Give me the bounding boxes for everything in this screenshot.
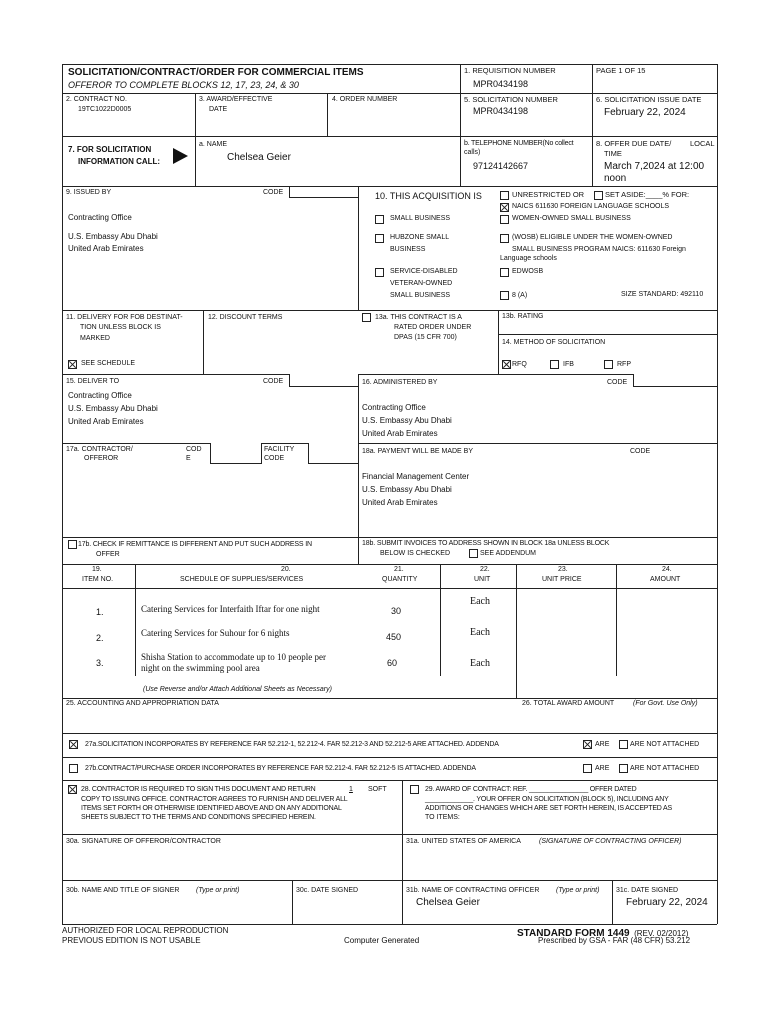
sdvosb-label: SERVICE-DISABLED — [390, 268, 458, 275]
item-description-2: night on the swimming pool area — [141, 663, 260, 673]
col-qty-num: 21. — [394, 566, 404, 573]
administered-by-label: 16. ADMINISTERED BY — [362, 379, 438, 386]
offer-due-local-label: LOCAL — [690, 139, 715, 148]
form-title: SOLICITATION/CONTRACT/ORDER FOR COMMERCIAL ITEMS — [68, 67, 364, 78]
offer-due-date: March 7,2024 at 12:00 — [604, 161, 705, 172]
issued-by-code-field[interactable] — [289, 187, 358, 198]
form-number-rev: (REV. 02/2012) — [634, 929, 689, 938]
deliver-to-code-label: CODE — [263, 378, 284, 385]
hubzone-checkbox[interactable] — [375, 234, 384, 243]
col-price-num: 23. — [558, 566, 568, 573]
remittance-label-2: OFFER — [96, 551, 120, 558]
divider — [62, 537, 717, 538]
signature-offeror-label: 30a. SIGNATURE OF OFFEROR/CONTRACTOR — [66, 838, 221, 845]
deliver-to-code-field[interactable] — [289, 374, 358, 387]
28-label-soft: SOFT — [368, 786, 387, 793]
invoices-label: 18b. SUBMIT INVOICES TO ADDRESS SHOWN IN BLOCK 18a UNLESS BLOCK — [362, 540, 610, 547]
solicitation-number: MPR0434198 — [473, 106, 529, 116]
item-quantity: 450 — [386, 632, 402, 642]
rfp-label: RFP — [617, 361, 631, 368]
small-business-label: SMALL BUSINESS — [390, 215, 451, 222]
contractor-label: 17a. CONTRACTOR/ — [66, 446, 133, 453]
total-award-note: (For Govt. Use Only) — [633, 700, 698, 707]
rfq-label: RFQ — [512, 361, 527, 368]
officer-date: February 22, 2024 — [626, 897, 708, 908]
deliver-to-line-3: United Arab Emirates — [68, 417, 144, 426]
27b-checkbox[interactable] — [69, 764, 78, 773]
col-schedule-num: 20. — [281, 566, 291, 573]
remittance-checkbox[interactable] — [68, 540, 77, 549]
divider — [460, 64, 461, 186]
item-unit: Each — [470, 627, 490, 638]
col-amount-num: 24. — [662, 566, 672, 573]
eight-a-checkbox[interactable] — [500, 291, 509, 300]
divider — [195, 93, 196, 136]
delivery-fob-label-2: TION UNLESS BLOCK IS — [80, 324, 161, 331]
eight-a-label: 8 (A) — [512, 292, 528, 299]
facility-code-label: FACILITY — [264, 446, 295, 453]
divider — [62, 780, 717, 781]
contractor-label-2: OFFEROR — [84, 455, 119, 462]
divider — [62, 757, 717, 758]
rfq-checkbox-checked[interactable] — [502, 360, 511, 369]
issued-by-label: 9. ISSUED BY — [66, 189, 112, 196]
28-label: 28. CONTRACTOR IS REQUIRED TO SIGN THIS DOCUMENT AND RETURN — [81, 786, 316, 793]
divider — [62, 93, 717, 94]
footer-reproduction: AUTHORIZED FOR LOCAL REPRODUCTION — [62, 926, 229, 935]
wosb-eligible-label-2: SMALL BUSINESS PROGRAM NAICS: 611630 Foreign — [512, 246, 686, 253]
divider — [62, 564, 717, 565]
ifb-checkbox[interactable] — [550, 360, 559, 369]
divider — [195, 136, 196, 186]
form-border-right — [717, 64, 718, 924]
27b-are-label: ARE — [595, 765, 610, 772]
discount-terms-label: 12. DISCOUNT TERMS — [208, 314, 283, 321]
award-date-label-2: DATE — [209, 106, 228, 113]
divider — [62, 733, 717, 734]
remittance-label: 17b. CHECK IF REMITTANCE IS DIFFERENT AND PUT SUCH ADDRESS IN — [78, 541, 312, 548]
item-number: 2. — [96, 633, 104, 643]
table-footnote: (Use Reverse and/or Attach Additional Sheets as Necessary) — [143, 686, 332, 693]
arrow-right-icon — [173, 148, 188, 164]
wosb-eligible-label: (WOSB) ELIGIBLE UNDER THE WOMEN-OWNED — [512, 234, 673, 241]
item-number: 3. — [96, 658, 104, 668]
divider — [516, 564, 517, 698]
divider — [592, 64, 593, 186]
contact-name-label: a. NAME — [199, 141, 228, 148]
deliver-to-line-2: U.S. Embassy Abu Dhabi — [68, 404, 158, 413]
telephone-label-2: calls) — [464, 149, 481, 156]
administered-by-line-3: United Arab Emirates — [362, 429, 438, 438]
27b-are-not-checkbox[interactable] — [619, 764, 628, 773]
info-call-label-2: INFORMATION CALL: — [78, 157, 161, 166]
item-unit: Each — [470, 596, 490, 607]
officer-name: Chelsea Geier — [416, 897, 480, 908]
29-label-3: ADDITIONS OR CHANGES WHICH ARE SET FORTH HEREIN, IS ACCEPTED AS — [425, 805, 672, 812]
method-label: 14. METHOD OF SOLICITATION — [502, 339, 606, 346]
naics-checkbox-checked[interactable] — [500, 203, 509, 212]
rfp-checkbox[interactable] — [604, 360, 613, 369]
offer-due-label: 8. OFFER DUE DATE/ — [596, 139, 672, 148]
contractor-code-label-2: E — [186, 455, 191, 462]
issue-date: February 22, 2024 — [604, 107, 686, 118]
see-addendum-label: SEE ADDENDUM — [480, 550, 537, 557]
issued-by-line-2: U.S. Embassy Abu Dhabi — [68, 232, 158, 241]
rated-order-label: 13a. THIS CONTRACT IS A — [375, 314, 462, 321]
divider — [62, 310, 717, 311]
27a-are-checkbox-checked[interactable] — [583, 740, 592, 749]
footer-edition: PREVIOUS EDITION IS NOT USABLE — [62, 936, 201, 945]
contract-no-label: 2. CONTRACT NO. — [66, 96, 127, 103]
edwosb-checkbox[interactable] — [500, 268, 509, 277]
order-number-label: 4. ORDER NUMBER — [332, 96, 398, 103]
wosb-eligible-checkbox[interactable] — [500, 234, 509, 243]
divider — [358, 374, 359, 564]
contractor-code-label: COD — [186, 446, 202, 453]
issued-by-code-label: CODE — [263, 189, 284, 196]
unrestricted-label: UNRESTRICTED OR — [512, 190, 585, 199]
divider — [498, 334, 717, 335]
divider — [358, 186, 359, 310]
29-label: 29. AWARD OF CONTRACT: REF. ________________ OFFER DATED — [425, 786, 637, 793]
divider — [62, 443, 717, 444]
item-description: Shisha Station to accommodate up to 10 people per — [141, 652, 326, 662]
offer-due-time-label: TIME — [604, 149, 622, 158]
hubzone-label: HUBZONE SMALL — [390, 234, 450, 241]
officer-name-note: (Type or print) — [556, 887, 600, 894]
footer-computer-generated: Computer Generated — [344, 936, 420, 945]
col-item-num: 19. — [92, 566, 102, 573]
rated-order-label-2: RATED ORDER UNDER — [394, 324, 472, 331]
payment-line-1: Financial Management Center — [362, 472, 470, 481]
page-count: PAGE 1 OF 15 — [596, 66, 646, 75]
28-copies: 1 — [349, 786, 353, 793]
officer-name-label: 31b. NAME OF CONTRACTING OFFICER — [406, 887, 540, 894]
see-addendum-checkbox[interactable] — [469, 549, 478, 558]
payment-line-2: U.S. Embassy Abu Dhabi — [362, 485, 452, 494]
col-qty-label: QUANTITY — [382, 576, 418, 583]
payment-label: 18a. PAYMENT WILL BE MADE BY — [362, 448, 473, 455]
wosb-checkbox[interactable] — [500, 215, 509, 224]
facility-code-label-2: CODE — [264, 455, 285, 462]
form-number-name: STANDARD FORM 1449 — [517, 928, 630, 939]
solicitation-number-label: 5. SOLICITATION NUMBER — [464, 95, 558, 104]
item-number: 1. — [96, 607, 104, 617]
signer-name-label: 30b. NAME AND TITLE OF SIGNER — [66, 887, 180, 894]
item-quantity: 60 — [387, 658, 398, 668]
award-date-label: 3. AWARD/EFFECTIVE — [199, 96, 273, 103]
deliver-to-label: 15. DELIVER TO — [66, 378, 120, 385]
deliver-to-line-1: Contracting Office — [68, 391, 132, 400]
info-call-label: 7. FOR SOLICITATION — [68, 145, 152, 154]
rated-order-label-3: DPAS (15 CFR 700) — [394, 334, 457, 341]
divider — [612, 880, 613, 924]
col-unit-num: 22. — [480, 566, 490, 573]
administered-by-code-field[interactable] — [633, 374, 717, 387]
wosb-label: WOMEN-OWNED SMALL BUSINESS — [512, 215, 631, 222]
telephone-label: b. TELEPHONE NUMBER(No collect — [464, 140, 574, 147]
size-standard: SIZE STANDARD: 492110 — [621, 291, 704, 298]
27a-are-label: ARE — [595, 741, 610, 748]
acquisition-label: 10. THIS ACQUISITION IS — [375, 191, 482, 201]
27b-are-not-label: ARE NOT ATTACHED — [630, 765, 700, 772]
requisition-number: MPR0434198 — [473, 79, 529, 89]
delivery-fob-label: 11. DELIVERY FOR FOB DESTINAT- — [66, 314, 183, 321]
invoices-label-2: BELOW IS CHECKED — [380, 550, 451, 557]
divider — [440, 564, 441, 676]
col-amount-label: AMOUNT — [650, 576, 681, 583]
sdvosb-label-3: SMALL BUSINESS — [390, 292, 451, 299]
27a-are-not-label: ARE NOT ATTACHED — [630, 741, 700, 748]
form-border-top — [62, 64, 717, 65]
29-label-2: _____________. YOUR OFFER ON SOLICITATION (BLOCK 5), INCLUDING ANY — [425, 796, 669, 803]
usa-note: (SIGNATURE OF CONTRACTING OFFICER) — [539, 838, 682, 845]
col-schedule-label: SCHEDULE OF SUPPLIES/SERVICES — [180, 576, 304, 583]
divider — [498, 310, 499, 374]
sdvosb-checkbox[interactable] — [375, 268, 384, 277]
payment-code-label: CODE — [630, 448, 651, 455]
divider — [62, 698, 717, 699]
contact-name: Chelsea Geier — [227, 152, 291, 163]
rated-order-checkbox[interactable] — [362, 313, 371, 322]
requisition-label: 1. REQUISITION NUMBER — [464, 66, 556, 75]
unrestricted-checkbox[interactable] — [500, 191, 509, 200]
edwosb-label: EDWOSB — [512, 268, 544, 275]
issued-by-line-3: United Arab Emirates — [68, 244, 144, 253]
28-label-4: SHEETS SUBJECT TO THE TERMS AND CONDITIONS SPECIFIED HEREIN. — [81, 814, 316, 821]
28-label-2: COPY TO ISSUING OFFICE. CONTRACTOR AGREES TO FURNISH AND DELIVER ALL — [81, 796, 348, 803]
set-aside-label: SET ASIDE:____% FOR: — [605, 190, 690, 199]
administered-by-code-label: CODE — [607, 379, 628, 386]
divider — [62, 588, 717, 589]
contract-no-value: 19TC1022D0005 — [78, 106, 132, 113]
28-label-3: ITEMS SET FORTH OR OTHERWISE IDENTIFIED ABOVE AND ON ANY ADDITIONAL — [81, 805, 342, 812]
divider — [292, 880, 293, 924]
divider — [62, 834, 717, 835]
sdvosb-label-2: VETERAN-OWNED — [390, 280, 453, 287]
27b-are-checkbox[interactable] — [583, 764, 592, 773]
27a-are-not-checkbox[interactable] — [619, 740, 628, 749]
footer-prescribed: Prescribed by GSA - FAR (48 CFR) 53.212 — [538, 936, 691, 945]
small-business-checkbox[interactable] — [375, 215, 384, 224]
signer-name-note: (Type or print) — [196, 887, 240, 894]
issued-by-line-1: Contracting Office — [68, 213, 132, 222]
item-description: Catering Services for Suhour for 6 nights — [141, 628, 290, 638]
accounting-label: 25. ACCOUNTING AND APPROPRIATION DATA — [66, 700, 219, 707]
29-checkbox[interactable] — [410, 785, 419, 794]
set-aside-checkbox[interactable] — [594, 191, 603, 200]
offer-due-time: noon — [604, 173, 627, 184]
form-subtitle: OFFEROR TO COMPLETE BLOCKS 12, 17, 23, 24, & 30 — [68, 80, 299, 90]
naics-label: NAICS 611630 FOREIGN LANGUAGE SCHOOLS — [512, 203, 670, 210]
see-schedule-label: SEE SCHEDULE — [81, 360, 136, 367]
total-award-label: 26. TOTAL AWARD AMOUNT — [522, 700, 615, 707]
27a-checkbox-checked[interactable] — [69, 740, 78, 749]
item-unit: Each — [470, 658, 490, 669]
facility-code-field[interactable] — [308, 443, 358, 464]
col-item-label: ITEM NO. — [82, 576, 114, 583]
administered-by-line-2: U.S. Embassy Abu Dhabi — [362, 416, 452, 425]
officer-date-label: 31c. DATE SIGNED — [616, 887, 679, 894]
offeror-date-label: 30c. DATE SIGNED — [296, 887, 359, 894]
rating-label: 13b. RATING — [502, 313, 544, 320]
issue-date-label: 6. SOLICITATION ISSUE DATE — [596, 95, 702, 104]
divider — [402, 780, 403, 924]
27b-label: 27b.CONTRACT/PURCHASE ORDER INCORPORATES BY REFERENCE FAR 52.212-4. FAR 52.212-5 IS ATTACHED. ADDENDA — [85, 765, 476, 772]
item-description: Catering Services for Interfaith Iftar for one night — [141, 604, 320, 614]
col-unit-label: UNIT — [474, 576, 491, 583]
col-price-label: UNIT PRICE — [542, 576, 582, 583]
divider — [62, 880, 717, 881]
contractor-code-field[interactable] — [210, 443, 262, 464]
28-checkbox-checked[interactable] — [68, 785, 77, 794]
divider — [616, 564, 617, 676]
divider — [62, 186, 717, 187]
divider — [135, 564, 136, 676]
see-schedule-checkbox-checked[interactable] — [68, 360, 77, 369]
divider — [62, 374, 717, 375]
payment-line-3: United Arab Emirates — [362, 498, 438, 507]
telephone-number: 97124142667 — [473, 161, 529, 171]
administered-by-line-1: Contracting Office — [362, 403, 426, 412]
divider — [62, 136, 717, 137]
29-label-4: TO ITEMS: — [425, 814, 460, 821]
delivery-fob-label-3: MARKED — [80, 335, 110, 342]
ifb-label: IFB — [563, 361, 574, 368]
hubzone-label-2: BUSINESS — [390, 246, 426, 253]
divider — [327, 93, 328, 136]
divider — [203, 310, 204, 374]
usa-label: 31a. UNITED STATES OF AMERICA — [406, 838, 521, 845]
27a-label: 27a.SOLICITATION INCORPORATES BY REFERENCE FAR 52.212-1, 52.212-4. FAR 52.212-3 AND 52.212-5 ARE ATTACHED. ADDENDA — [85, 741, 499, 748]
item-quantity: 30 — [391, 606, 402, 616]
wosb-eligible-label-3: Language schools — [500, 255, 557, 262]
form-border-left — [62, 64, 63, 924]
